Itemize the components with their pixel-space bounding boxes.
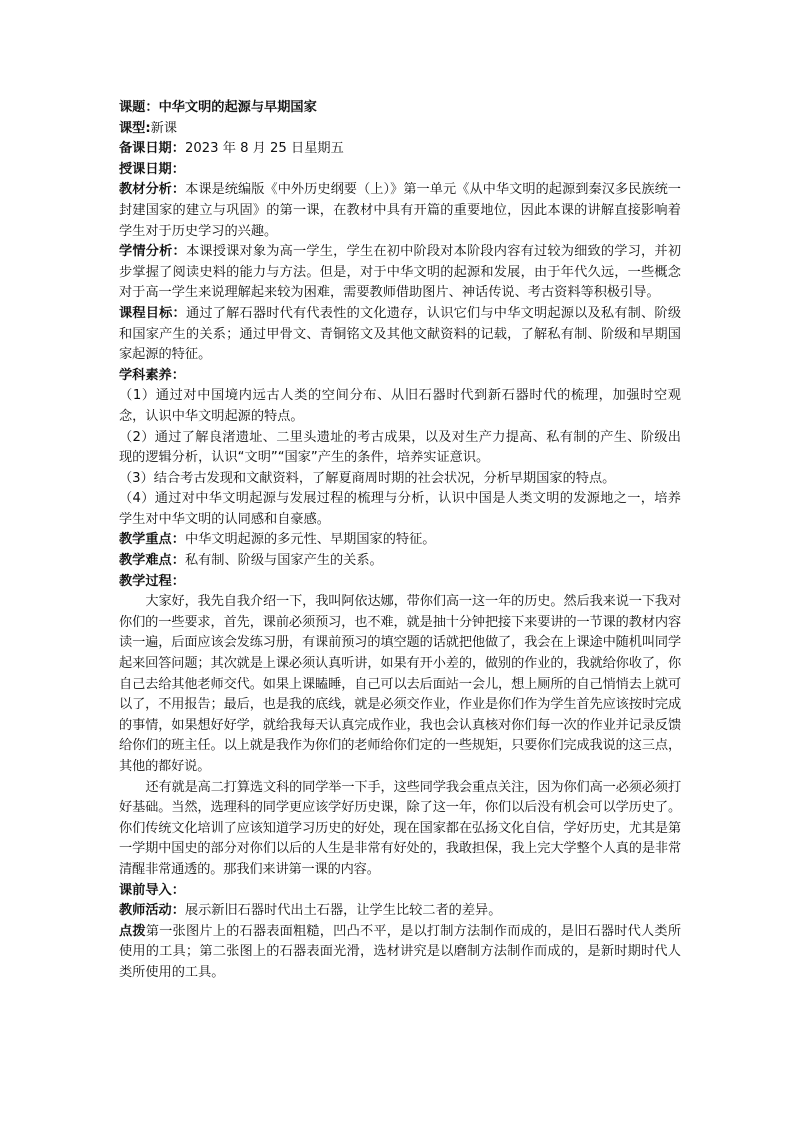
course-goal-label: 课程目标： bbox=[119, 305, 186, 321]
teacher-activity-text: 展示新旧石器时代出土石器，让学生比较二者的差异。 bbox=[184, 903, 502, 919]
key-point-label: 教学重点： bbox=[119, 532, 185, 548]
process-paragraph: 还有就是高二打算选文科的同学举一下手，这些同学我会重点关注，因为你们高一必须必须打好基础。当然，选理科的同学更应该学好历史课，除了这一年，你们以后没有机会可以学历史了。你们传统文化培训了应该知道学习历史的好处，现在国家都在弘扬文化自信，学好历史，尤其是第一学期中国史的部分对你们以后的人生是非常有好处的，我敢担保，我上完大学整个人真的是非常清醒非常通透的。那我们来讲第一课的内容。 bbox=[119, 779, 681, 877]
literacy-item: （1）通过对中国境内远古人类的空间分布、从旧石器时代到新石器时代的梳理，加强时空观念，认识中华文明起源的特点。 bbox=[119, 388, 681, 424]
process-label: 教学过程： bbox=[119, 573, 185, 589]
student-analysis-label: 学情分析： bbox=[119, 244, 186, 260]
material-analysis bbox=[119, 180, 681, 242]
lesson-plan-document bbox=[119, 98, 681, 984]
course-goal-text: 通过了解石器时代有代表性的文化遗存，认识它们与中华文明起源以及私有制、阶级和国家产生的关系；通过甲骨文、青铜铭文及其他文献资料的记载，了解私有制、阶级和早期国家起源的特征。 bbox=[119, 305, 682, 363]
prep-date: 2023 年 8 月 25 日星期五 bbox=[184, 141, 344, 157]
literacy-item: （3）结合考古发现和文献资料，了解夏商周时期的社会状况，分析早期国家的特点。 bbox=[119, 470, 616, 486]
intro-heading-row bbox=[119, 881, 681, 902]
teach-date-label: 授课日期： bbox=[119, 161, 185, 177]
literacy-label: 学科素养： bbox=[119, 367, 185, 383]
prep-date-row bbox=[119, 139, 681, 160]
student-analysis bbox=[119, 242, 681, 304]
lesson-type: 新课 bbox=[150, 120, 178, 136]
teach-date-row bbox=[119, 160, 681, 181]
guidance-text: 第一张图片上的石器表面粗糙，凹凸不平，是以打制方法制作而成的，是旧石器时代人类所使用的工具；第二张图上的石器表面光滑，选材讲究是以磨制方法制作而成的，是新时期时代人类所使用的工具。 bbox=[119, 923, 682, 980]
difficult-point bbox=[119, 551, 681, 572]
literacy-item: （4）通过对中华文明起源与发展过程的梳理与分析，认识中国是人类文明的发源地之一，培养学生对中华文明的认同感和自豪感。 bbox=[119, 491, 681, 527]
material-analysis-text: 本课是统编版《中外历史纲要（上）》第一单元《从中华文明的起源到秦汉多民族统一封建国家的建立与巩固》的第一课，在教材中具有开篇的重要地位，因此本课的讲解直接影响着学生对于历史学习的兴趣。 bbox=[119, 182, 681, 239]
lesson-title-label: 课题： bbox=[119, 100, 159, 115]
difficult-point-label: 教学难点： bbox=[119, 553, 185, 569]
teacher-activity bbox=[119, 901, 681, 922]
difficult-point-text: 私有制、阶级与国家产生的关系。 bbox=[184, 553, 383, 569]
material-analysis-label: 教材分析： bbox=[119, 182, 186, 198]
process-heading-row bbox=[119, 572, 681, 593]
key-point-text: 中华文明起源的多元性、早期国家的特征。 bbox=[184, 532, 436, 548]
process-paragraph: 大家好，我先自我介绍一下，我叫阿依达娜，带你们高一这一年的历史。然后我来说一下我对你们的一些要求，首先，课前必须预习，也不难，就是抽十分钟把接下来要讲的一节课的教材内容读一遍，后面应该会发练习册，有课前预习的填空题的话就把他做了，我会在上课途中随机叫同学起来回答问题；其次就是上课必须认真听讲，如果有开小差的，做别的作业的，我就给你收了，你自己去给其他老师交代。如果上课瞌睡，自己可以去后面站一会儿，想上厕所的自己悄悄去上就可以了，不用报告；最后，也是我的底线，就是必须交作业，作业是你们作为学生首先应该按时完成的事情，如果想好好学，就给我每天认真完成作业，我也会认真核对你们每一次的作业并记录反馈给你们的班主任。以上就是我作为你们的老师给你们定的一些规矩，只要你们完成我说的这三点，其他的都好说。 bbox=[119, 594, 681, 774]
literacy-item: （2）通过了解良渚遗址、二里头遗址的考古成果，以及对生产力提高、私有制的产生、阶级出现的逻辑分析，认识“文明”“国家”产生的条件，培养实证意识。 bbox=[119, 429, 681, 466]
literacy-heading-row bbox=[119, 366, 681, 387]
lesson-title-row bbox=[119, 98, 681, 119]
key-point bbox=[119, 530, 681, 551]
student-analysis-text: 本课授课对象为高一学生，学生在初中阶段对本阶段内容有过较为细致的学习，并初步掌握了阅读史料的能力与方法。但是，对于中华文明的起源和发展，由于年代久远，一些概念对于高一学生来说理解起来较为困难，需要教师借助图片、神话传说、考古资料等积极引导。 bbox=[119, 244, 682, 301]
course-goal bbox=[119, 304, 681, 366]
intro-label: 课前导入： bbox=[119, 882, 185, 898]
lesson-title: 中华文明的起源与早期国家 bbox=[158, 100, 317, 115]
guidance-label: 点拨 bbox=[119, 923, 146, 939]
lesson-type-row bbox=[119, 119, 681, 140]
guidance-point bbox=[119, 922, 681, 984]
teacher-activity-label: 教师活动： bbox=[119, 903, 185, 919]
prep-date-label: 备课日期： bbox=[119, 141, 185, 157]
lesson-type-label: 课型: bbox=[119, 120, 151, 136]
